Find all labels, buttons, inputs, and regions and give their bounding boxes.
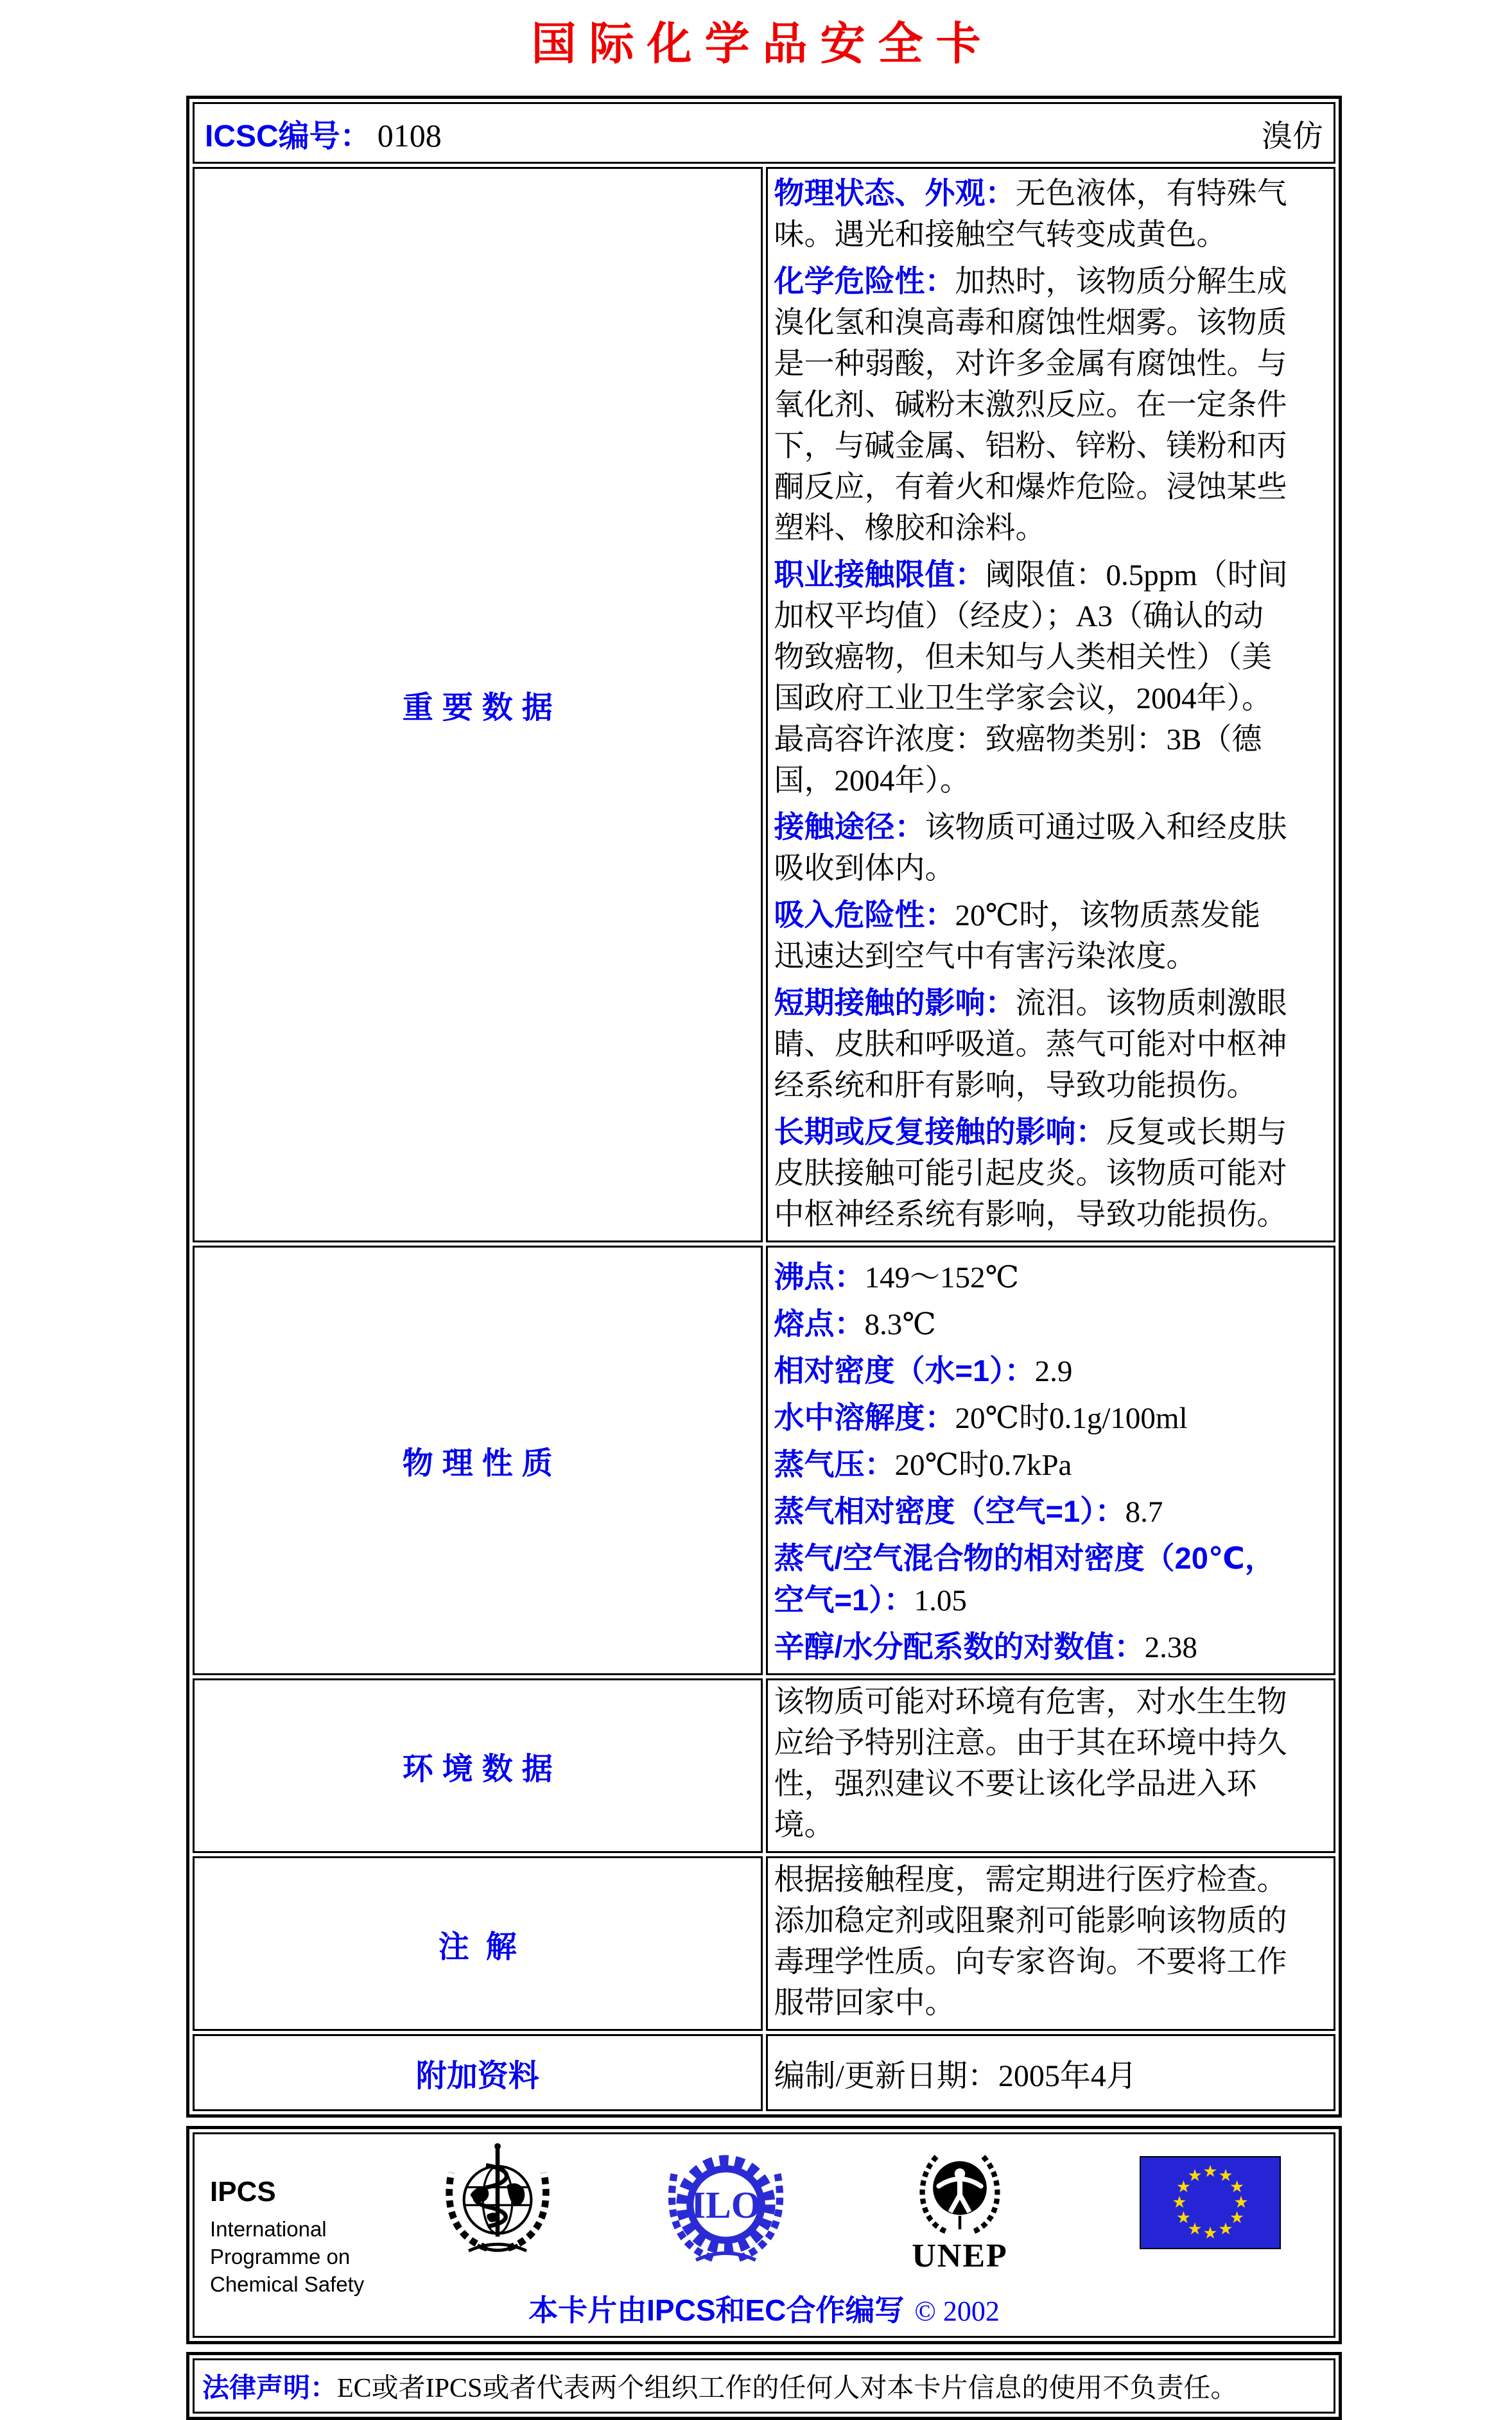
property-line: 蒸气/空气混合物的相对密度（20℃，空气=1）：1.05 [774, 1541, 1275, 1617]
physical-properties-row [193, 1246, 1335, 1675]
property-line: 相对密度（水=1）：2.9 [774, 1354, 1073, 1388]
paragraph: 化学危险性：加热时，该物质分解生成溴化氢和溴高毒和腐蚀性烟雾。该物质是一种弱酸，对许多金属有腐蚀性。与氧化剂、碱粉末激烈反应。在一定条件下，与碱金属、铝粉、锌粉、镁粉和丙酮反应，有着火和爆炸危险。浸蚀某些塑料、橡胶和涂料。 [774, 264, 1287, 545]
icsc-number-label: ICSC编号： [205, 119, 371, 153]
additional-info-row [193, 2034, 1335, 2111]
icsc-number-value: 0108 [377, 117, 442, 153]
additional-info-content [766, 2034, 1336, 2111]
icsc-card-page [0, 17, 1512, 2403]
legal-cell [193, 2358, 1335, 2414]
legal-text: EC或者IPCS或者代表两个组织工作的任何人对本卡片信息的使用不负责任。 [337, 2374, 1238, 2403]
environmental-data-row [193, 1678, 1335, 1853]
property-line: 辛醇/水分配系数的对数值：2.38 [774, 1630, 1197, 1664]
section-label-additional-info: 附加资料 [193, 2034, 763, 2111]
eu-flag-icon [1140, 2142, 1281, 2252]
important-data-content [766, 167, 1336, 1242]
icsc-main-table [186, 96, 1342, 2118]
update-date-label: 编制/更新日期： [774, 2059, 998, 2093]
copyright-text: © 2002 [914, 2295, 1000, 2327]
unep-logo-block [899, 2142, 1021, 2272]
paragraph: 接触途径：该物质可通过吸入和经皮肤吸收到体内。 [774, 810, 1287, 885]
icsc-header-row [193, 102, 1335, 164]
legal-row [193, 2358, 1335, 2414]
ipcs-acronym: IPCS [210, 2176, 276, 2207]
ipcs-full-name: International Programme on Chemical Safety [210, 2217, 365, 2296]
paragraph: 长期或反复接触的影响：反复或长期与皮肤接触可能引起皮炎。该物质可能对中枢神经系统有影响，导致功能损伤。 [774, 1115, 1287, 1232]
property-line: 水中溶解度：20℃时0.1g/100ml [774, 1400, 1188, 1435]
page-title: 国际化学品安全卡 [531, 20, 994, 69]
legal-label: 法律声明： [202, 2372, 338, 2403]
logo-strip [195, 2142, 1334, 2296]
environmental-data-content [766, 1678, 1336, 1853]
paragraph: 短期接触的影响：流泪。该物质刺激眼睛、皮肤和呼吸道。蒸气可能对中枢神经系统和肝有影响，导致功能损伤。 [774, 986, 1287, 1102]
notes-content [766, 1856, 1336, 2031]
property-line: 蒸气相对密度（空气=1）：8.7 [774, 1494, 1163, 1529]
unep-wordmark: UNEP [912, 2238, 1008, 2274]
section-label-notes: 注解 [193, 1856, 763, 2031]
logos-row [193, 2132, 1335, 2338]
property-line: 蒸气压：20℃时0.7kPa [774, 1447, 1072, 1482]
unep-logo-icon [912, 2142, 1008, 2237]
paragraph: 根据接触程度，需定期进行医疗检查。添加稳定剂或阻聚剂可能影响该物质的毒理学性质。向专家咨询。不要将工作服带回家中。 [774, 1863, 1287, 2020]
chemical-name: 溴仿 [1261, 119, 1323, 153]
ilo-logo-icon [663, 2142, 788, 2270]
legal-table [186, 2352, 1342, 2420]
paragraph: 职业接触限值：阈限值：0.5ppm（时间加权平均值）（经皮）；A3（确认的动物致癌物，但未知与人类相关性）（美国政府工业卫生学家会议，2004年）。最高容许浓度：致癌物类别：3B（德国，2004年）。 [774, 557, 1288, 797]
icsc-header-cell [193, 102, 1335, 164]
logos-table [186, 2126, 1342, 2344]
section-label-environmental-data: 环境数据 [193, 1678, 763, 1853]
section-label-important-data: 重要数据 [193, 167, 763, 1242]
icsc-header-content [205, 111, 1323, 155]
property-line: 沸点：149～152℃ [774, 1260, 1020, 1294]
caption-text: 本卡片由IPCS和EC合作编写 [528, 2294, 905, 2327]
icsc-number-group [205, 111, 442, 155]
notes-row [193, 1856, 1335, 2031]
who-logo-icon [440, 2142, 555, 2262]
important-data-row [193, 167, 1335, 1242]
property-line: 熔点：8.3℃ [774, 1307, 936, 1341]
update-date-value: 2005年4月 [998, 2059, 1137, 2093]
paragraph: 物理状态、外观：无色液体，有特殊气味。遇光和接触空气转变成黄色。 [774, 176, 1287, 252]
paragraph: 吸入危险性：20℃时，该物质蒸发能迅速达到空气中有害污染浓度。 [774, 898, 1261, 973]
ilo-letters: ILO [691, 2183, 761, 2226]
logos-cell [193, 2132, 1335, 2338]
physical-properties-content [766, 1246, 1336, 1675]
paragraph: 该物质可能对环境有危害，对水生生物应给予特别注意。由于其在环境中持久性，强烈建议不要让该化学品进入环境。 [774, 1685, 1287, 1842]
ipcs-text-block [210, 2142, 370, 2298]
section-label-physical-properties: 物理性质 [193, 1246, 763, 1675]
